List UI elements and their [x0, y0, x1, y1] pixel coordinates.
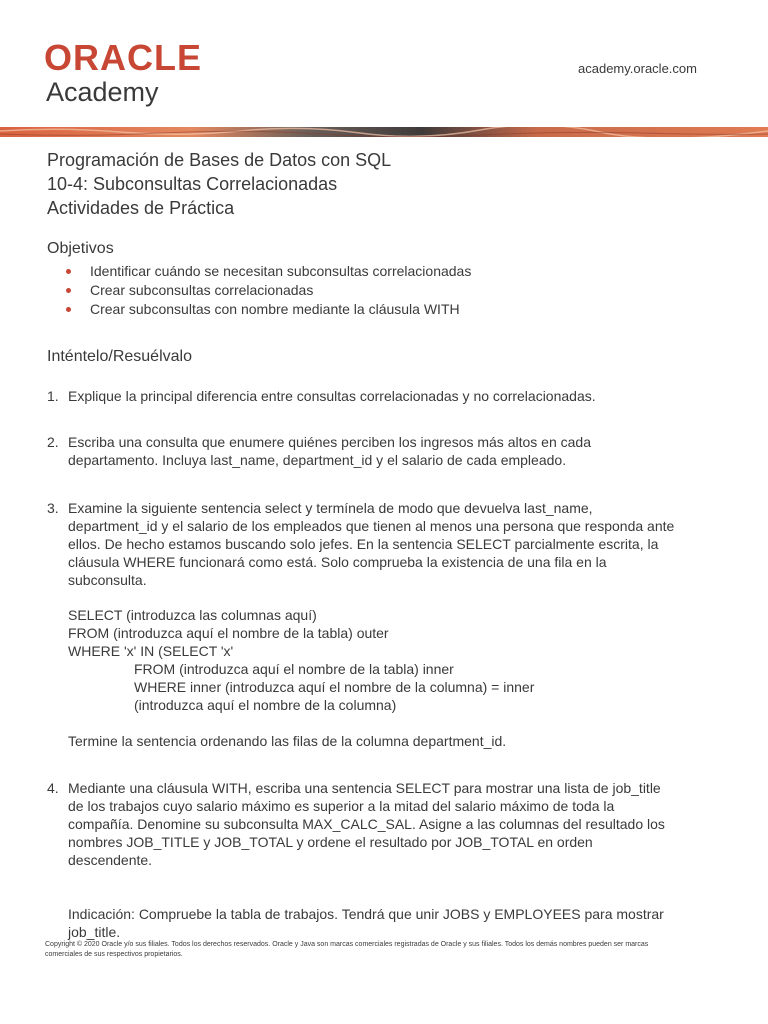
site-url[interactable]: academy.oracle.com [578, 61, 697, 76]
question-3 [47, 499, 727, 589]
page-header [0, 0, 768, 128]
question-number: 1. [47, 388, 59, 404]
question-text: de los trabajos cuyo salario máximo es superior a la mitad del salario máximo de toda la [68, 798, 615, 814]
question-4-hint [47, 905, 727, 941]
question-text: cláusula WHERE funcionará como está. Solo comprueba la existencia de una fila en la [68, 554, 607, 570]
question-text: Escriba una consulta que enumere quiénes perciben los ingresos más altos en cada [68, 434, 591, 450]
code-line: WHERE 'x' IN (SELECT 'x' [68, 643, 234, 659]
list-item: Identificar cuándo se necesitan subconsultas correlacionadas [66, 262, 471, 281]
code-line: SELECT (introduzca las columnas aquí) [68, 607, 317, 623]
list-item: Crear subconsultas con nombre mediante la cláusula WITH [66, 300, 471, 319]
bullet-icon [66, 307, 71, 312]
objectives-heading: Objetivos [47, 240, 114, 257]
list-item: Crear subconsultas correlacionadas [66, 281, 471, 300]
question-text: descendente. [68, 852, 153, 868]
question-3-closing [47, 732, 727, 750]
academy-label: Academy [46, 77, 159, 107]
question-text: compañía. Denomine su subconsulta MAX_CALC_SAL. Asigne a las columnas del resultado los [68, 816, 665, 832]
course-title: Programación de Bases de Datos con SQL [47, 150, 392, 170]
try-it-heading: Inténtelo/Resuélvalo [47, 348, 192, 365]
question-text: Explique la principal diferencia entre consultas correlacionadas y no correlacionadas. [68, 388, 596, 404]
question-number: 3. [47, 500, 59, 516]
question-2 [47, 433, 727, 469]
code-line: WHERE inner (introduzca aquí el nombre de la columna) = inner [134, 679, 535, 695]
lesson-title: 10-4: Subconsultas Correlacionadas [47, 174, 338, 194]
question-1 [47, 387, 727, 405]
question-number: 2. [47, 434, 59, 450]
bullet-icon [66, 288, 71, 293]
question-text: Mediante una cláusula WITH, escriba una sentencia SELECT para mostrar una lista de job_title [68, 780, 661, 796]
question-text: Termine la sentencia ordenando las filas de la columna department_id. [68, 733, 507, 749]
question-text: Examine la siguiente sentencia select y termínela de modo que devuelva last_name, [68, 500, 593, 516]
bullet-icon [66, 269, 71, 274]
code-line: (introduzca aquí el nombre de la columna) [134, 697, 397, 713]
sql-snippet [47, 606, 727, 714]
question-text: nombres JOB_TITLE y JOB_TOTAL y ordene el resultado por JOB_TOTAL en orden [68, 834, 593, 850]
question-text: ellos. De hecho estamos buscando solo jefes. En la sentencia SELECT parcialmente escrita, la [68, 536, 659, 552]
title-block [47, 148, 727, 220]
code-line: FROM (introduzca aquí el nombre de la tabla) outer [68, 625, 389, 641]
question-text: departamento. Incluya last_name, department_id y el salario de cada empleado. [68, 452, 567, 468]
objectives-list [66, 262, 471, 319]
decorative-banner [0, 127, 768, 137]
oracle-logo: ORACLE [44, 37, 202, 78]
copyright-footer: Copyright © 2020 Oracle y/o sus filiales. Todos los derechos reservados. Oracle y Java son marcas comerciales registradas de Oracle y sus filiales. Todos los demás nombres pueden ser marcas comerciales de sus respectivos propietarios. [45, 941, 649, 958]
question-text: department_id y el salario de los empleados que tienen al menos una persona que responda ante [68, 518, 675, 534]
question-4 [47, 779, 727, 869]
question-text: subconsulta. [68, 572, 147, 588]
hint-text: Indicación: Compruebe la tabla de trabajos. Tendrá que unir JOBS y EMPLOYEES para mostrar [68, 906, 664, 922]
activity-title: Actividades de Práctica [47, 198, 235, 218]
question-number: 4. [47, 780, 59, 796]
code-line: FROM (introduzca aquí el nombre de la tabla) inner [134, 661, 454, 677]
hint-text: job_title. [68, 924, 121, 940]
